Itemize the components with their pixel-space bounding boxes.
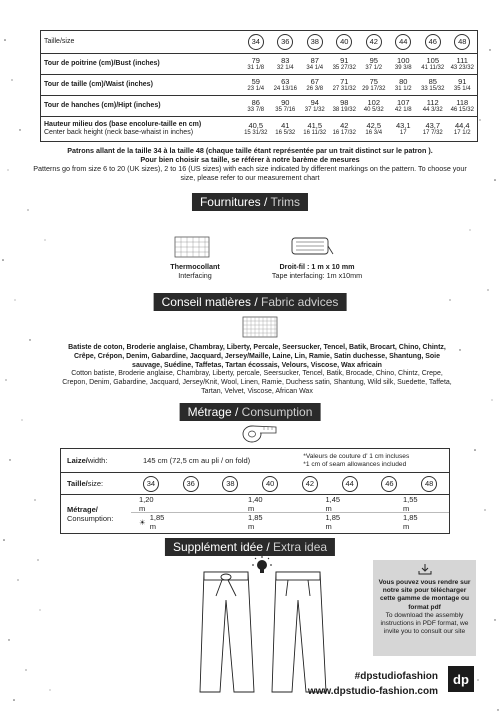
- measure-cm: 83: [281, 55, 290, 65]
- extra-idea-icon: ☀: [139, 517, 146, 527]
- measure-cm: 43,7: [425, 120, 441, 130]
- fabric-swatch-icon: [242, 316, 278, 338]
- measure-cm: 43,1: [395, 120, 411, 130]
- consumption-value-text: 1,40 m: [247, 494, 263, 513]
- size-circle: 48: [421, 476, 437, 492]
- measure-cm: 42,5: [366, 120, 382, 130]
- measure-cm: 91: [458, 76, 467, 86]
- measure-cell: [448, 96, 478, 116]
- measure-inches: 37 1/32: [304, 106, 325, 113]
- hashtag[interactable]: #dpstudiofashion: [354, 671, 438, 682]
- measure-cm: 67: [310, 76, 319, 86]
- measure-inches: 15 31/32: [244, 129, 268, 136]
- consumption-value-text: 1,85 m: [149, 513, 165, 531]
- measure-inches: 23 1/4: [247, 85, 265, 92]
- consumption-value-text: 1,85 m: [247, 513, 263, 531]
- trims-banner: Fournitures / Trims: [192, 193, 308, 211]
- measure-inches: 41 11/32: [421, 64, 445, 71]
- hip-row: [41, 96, 477, 117]
- size-cell: [271, 31, 301, 53]
- back-height-row: [41, 117, 477, 141]
- consumption-value: [217, 495, 295, 512]
- size-header-label: [41, 31, 241, 53]
- download-info-box[interactable]: [373, 560, 476, 656]
- consumption-title-fr: Métrage: [187, 405, 232, 419]
- consumption-value: [131, 495, 217, 512]
- interfacing-icon: [174, 236, 210, 258]
- measure-cell: [330, 54, 360, 74]
- measure-cell: [418, 75, 448, 95]
- measure-cell: [418, 54, 448, 74]
- size-header-text: Taille/size: [44, 37, 75, 45]
- measure-cell: [241, 54, 271, 74]
- intro-fr-line1: Patrons allant de la taille 34 à la taille 48 (chaque taille étant représentée par un trait distinct sur le patron ).: [67, 146, 433, 155]
- intro-text: [30, 146, 470, 182]
- bust-row: [41, 54, 477, 75]
- intro-fr-line2: Pour bien choisir sa taille, se référer à notre barème de mesures: [140, 155, 360, 164]
- measure-cm: 41: [281, 120, 290, 130]
- measure-cm: 90: [281, 97, 290, 107]
- measure-cell: [330, 75, 360, 95]
- bust-label: Tour de poitrine (cm)/Bust (inches): [44, 59, 160, 67]
- measure-cm: 79: [251, 55, 260, 65]
- download-icon: [418, 563, 432, 575]
- width-row: [61, 449, 449, 473]
- measure-cell: [300, 75, 330, 95]
- measure-inches: 16 17/32: [332, 129, 356, 136]
- size-circle: 36: [277, 34, 293, 50]
- size-cell: [389, 31, 419, 53]
- measure-inches: 46 15/32: [450, 106, 474, 113]
- measure-cell: [330, 96, 360, 116]
- measure-inches: 37 1/2: [365, 64, 383, 71]
- measure-cell: [330, 117, 360, 141]
- measure-inches: 31 1/2: [394, 85, 412, 92]
- measure-inches: 34 1/4: [306, 64, 324, 71]
- consumption-title-en: Consumption: [241, 405, 313, 419]
- metrage-label: Métrage/: [67, 505, 98, 514]
- measure-cm: 118: [456, 97, 469, 107]
- measure-inches: 29 17/32: [362, 85, 386, 92]
- measure-cm: 80: [399, 76, 408, 86]
- size-pair: [211, 473, 291, 494]
- measure-inches: 31 1/8: [247, 64, 265, 71]
- measure-cell: [418, 96, 448, 116]
- consumption-value-text: 1,20 m: [139, 494, 154, 513]
- measure-cm: 112: [426, 97, 439, 107]
- consumption-value: [217, 513, 295, 531]
- measure-cm: 85: [428, 76, 437, 86]
- tape-en: Tape interfacing: 1m x10mm: [271, 270, 363, 280]
- consumption-banner: Métrage / Consumption: [180, 403, 321, 421]
- measure-cm: 102: [367, 97, 380, 107]
- size-label: Taille/: [67, 479, 88, 488]
- measure-cm: 44,4: [454, 120, 470, 130]
- size-cell: [241, 31, 271, 53]
- consumption-value: [372, 495, 450, 512]
- size-circle: 42: [302, 476, 318, 492]
- measure-cell: [448, 75, 478, 95]
- measure-inches: 42 1/8: [394, 106, 412, 113]
- laize-label: Laize/: [67, 456, 88, 465]
- measure-inches: 17: [399, 129, 407, 136]
- measure-cell: [241, 117, 271, 141]
- measure-cm: 75: [369, 76, 378, 86]
- tape-roll-icon: [290, 234, 334, 258]
- metrage-label-en: Consumption:: [67, 514, 114, 523]
- seam-note: [303, 453, 449, 469]
- size-pair: [131, 473, 211, 494]
- download-en: To download the assembly instructions in PDF format, we invite you to consult our site: [380, 611, 469, 636]
- measure-inches: 16 5/32: [275, 129, 296, 136]
- width-value: 145 cm (72,5 cm au pli / on fold): [143, 456, 251, 465]
- website-link[interactable]: www.dpstudio-fashion.com: [307, 686, 438, 697]
- consumption-value-text: 1,85 m: [402, 513, 418, 531]
- trims-title-en: Trims: [270, 195, 301, 209]
- measure-inches: 39 3/8: [394, 64, 412, 71]
- size-circle: 36: [183, 476, 199, 492]
- measure-inches: 16 11/32: [303, 129, 327, 136]
- measure-cm: 41,5: [307, 120, 323, 130]
- measure-cell: [271, 117, 301, 141]
- size-circle: 42: [366, 34, 382, 50]
- measure-cell: [271, 54, 301, 74]
- measure-cell: [271, 75, 301, 95]
- measure-cell: [300, 96, 330, 116]
- measure-inches: 16 3/4: [365, 129, 383, 136]
- seam-fr: *Valeurs de couture d' 1 cm incluses: [303, 452, 410, 460]
- measure-inches: 35 7/16: [275, 106, 296, 113]
- tape-fr: Droit-fil : 1 m x 10 mm: [279, 262, 355, 271]
- back-height-label: Hauteur milieu dos (base encolure-taille en cm): [44, 120, 202, 128]
- measure-cell: [359, 117, 389, 141]
- consumption-value-text: 1,85 m: [325, 513, 341, 531]
- measure-cm: 94: [310, 97, 319, 107]
- measure-cm: 40,5: [248, 120, 264, 130]
- measure-cell: [389, 117, 419, 141]
- consumption-table: [60, 448, 450, 534]
- trousers-illustration: [196, 566, 336, 698]
- size-cell: [300, 31, 330, 53]
- measure-inches: 24 13/16: [273, 85, 297, 92]
- waist-label: Tour de taille (cm)/Waist (inches): [44, 80, 153, 88]
- measure-cm: 86: [251, 97, 260, 107]
- fabric-text: [62, 344, 452, 397]
- size-circle: 34: [143, 476, 159, 492]
- fabric-banner: Conseil matières / Fabric advices: [154, 293, 347, 311]
- measure-cell: [418, 117, 448, 141]
- trims-title-fr: Fournitures: [199, 195, 261, 209]
- measure-cell: [389, 96, 419, 116]
- consumption-value: [372, 513, 450, 531]
- laize-label-en: width:: [87, 456, 108, 465]
- measure-cell: [241, 75, 271, 95]
- intro-en: Patterns go from size 6 to 20 (UK sizes), 2 to 16 (US sizes) with each size indicated by different markings on the pattern. To choose your size, please refer to our measurement chart: [33, 164, 467, 182]
- size-cell: [448, 31, 478, 53]
- measure-inches: 17 7/32: [422, 129, 443, 136]
- measure-inches: 32 1/4: [276, 64, 294, 71]
- measure-cm: 111: [456, 55, 468, 65]
- interfacing-fr: Thermocollant: [170, 262, 220, 271]
- consumption-value: [294, 513, 372, 531]
- size-circle: 44: [395, 34, 411, 50]
- measure-cell: [359, 75, 389, 95]
- interfacing-en: Interfacing: [178, 270, 212, 280]
- extra-title-fr: Supplément idée: [172, 540, 264, 554]
- measure-cm: 42: [340, 120, 349, 130]
- measure-cm: 91: [340, 55, 349, 65]
- consumption-value-text: 1,45 m: [325, 494, 341, 513]
- measure-inches: 33 15/32: [421, 85, 445, 92]
- waist-row: [41, 75, 477, 96]
- measure-inches: 44 3/32: [422, 106, 443, 113]
- size-chart-table: [40, 30, 478, 142]
- measuring-tape-icon: [240, 424, 280, 444]
- size-cell: [418, 31, 448, 53]
- extra-title-en: Extra idea: [273, 540, 328, 554]
- size-circle: 40: [336, 34, 352, 50]
- size-header-row: [41, 31, 477, 54]
- fabric-fr: Batiste de coton, Broderie anglaise, Chambray, Liberty, Percale, Seersucker, Tencel, Batik, Brocart, Chino, Chintz, Crêpe, Crépon, Denim, Gabardine, Jacquard, Jersey/Maille, Laine, Lin, Ramie, Satin duchesse, Shantung, Soie sauvage, Suédine, Taffetas, Tartan écossais, Velours, Viscose, Wax africain: [68, 344, 446, 369]
- measure-cell: [389, 75, 419, 95]
- metrage-row: [61, 495, 449, 533]
- measure-cell: [300, 117, 330, 141]
- measure-cell: [271, 96, 301, 116]
- measure-inches: 26 3/8: [306, 85, 324, 92]
- consumption-value: [294, 495, 372, 512]
- fabric-en: Cotton batiste, Broderie anglaise, Chambray, Liberty, percale, Seersucker, Tencel, Batik, Brocade, Chino, Chintz, Crepe, Crepon, Denim, Gabardine, Jacquard, Jersey/Knit, Wool, Linen, Ramie, Duchess satin, Shantung, Wild silk, Suedette, Taffeta, Tartan, Velvet, Viscose, African Wax: [62, 370, 452, 395]
- interfacing-label: [150, 263, 240, 280]
- measure-cm: 105: [426, 55, 439, 65]
- size-circle: 40: [262, 476, 278, 492]
- size-circle: 46: [425, 34, 441, 50]
- fabric-title-fr: Conseil matières: [161, 295, 251, 309]
- size-circle: 34: [248, 34, 264, 50]
- measure-inches: 43 23/32: [450, 64, 474, 71]
- cons-size-row: [61, 473, 449, 495]
- measure-cm: 98: [340, 97, 349, 107]
- measure-inches: 27 31/32: [332, 85, 356, 92]
- measure-cell: [359, 54, 389, 74]
- size-cell: [330, 31, 360, 53]
- fabric-title-en: Fabric advices: [261, 295, 339, 309]
- measure-cell: [300, 54, 330, 74]
- measure-cell: [359, 96, 389, 116]
- measure-cell: [448, 54, 478, 74]
- measure-cell: [389, 54, 419, 74]
- size-circle: 48: [454, 34, 470, 50]
- size-pair: [370, 473, 450, 494]
- measure-inches: 17 1/2: [453, 129, 471, 136]
- measure-cm: 59: [251, 76, 260, 86]
- size-label-en: size:: [87, 479, 104, 488]
- size-cell: [359, 31, 389, 53]
- seam-en: *1 cm of seam allowances included: [303, 460, 407, 468]
- download-fr: Vous pouvez vous rendre sur notre site pour télécharger cette gamme de montage ou format pdf: [378, 579, 471, 611]
- measure-cell: [241, 96, 271, 116]
- measure-inches: 40 5/32: [363, 106, 384, 113]
- measure-cm: 107: [396, 97, 410, 107]
- measure-cell: [448, 117, 478, 141]
- brand-logo: dp: [448, 666, 474, 692]
- measure-cm: 87: [310, 55, 319, 65]
- hip-label: Tour de hanches (cm)/Hipt (inches): [44, 101, 161, 109]
- tape-label: [262, 263, 372, 280]
- measure-cm: 71: [340, 76, 349, 86]
- measure-inches: 35 27/32: [332, 64, 356, 71]
- measure-inches: 33 7/8: [247, 106, 265, 113]
- extra-banner: Supplément idée / Extra idea: [165, 538, 335, 556]
- size-pair: [290, 473, 370, 494]
- measure-inches: 38 19/32: [332, 106, 356, 113]
- size-circle: 38: [307, 34, 323, 50]
- consumption-value-text: 1,55 m: [402, 494, 418, 513]
- measure-inches: 35 1/4: [453, 85, 471, 92]
- measure-cm: 100: [396, 55, 410, 65]
- measure-cm: 63: [281, 76, 290, 86]
- size-circle: 38: [222, 476, 238, 492]
- size-circle: 46: [381, 476, 397, 492]
- measure-cm: 95: [369, 55, 378, 65]
- back-height-label-en: Center back height (neck base-whaist in inches): [44, 129, 194, 136]
- consumption-value: [131, 513, 217, 531]
- size-circle: 44: [342, 476, 358, 492]
